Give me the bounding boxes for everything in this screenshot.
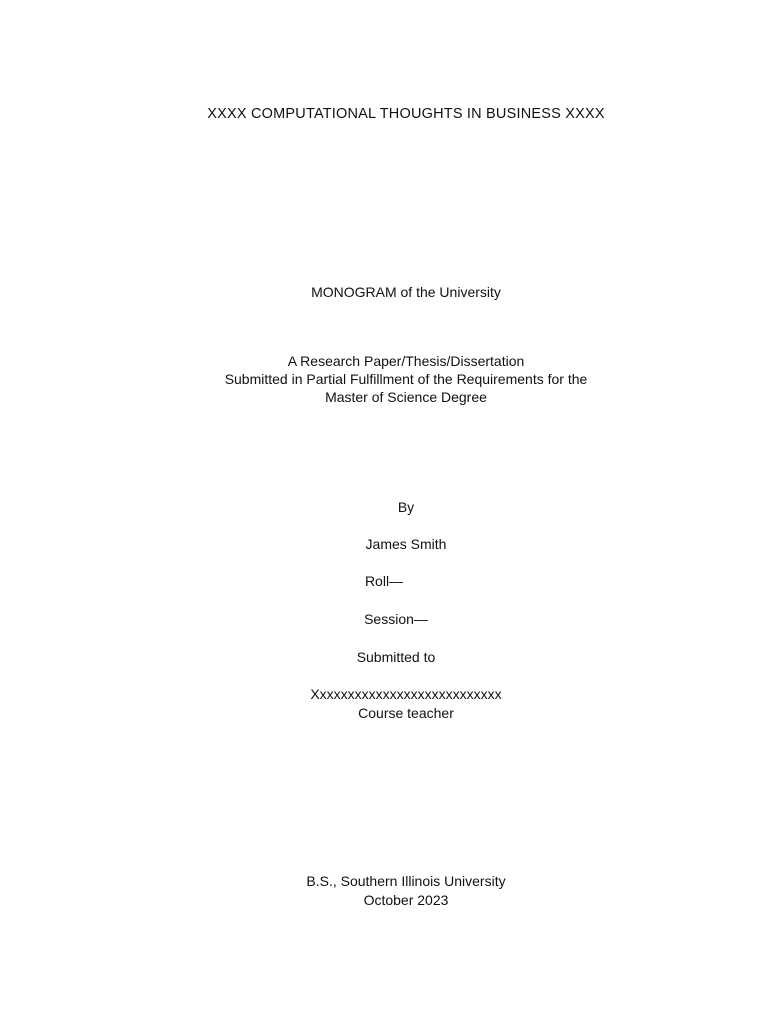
degree-line: B.S., Southern Illinois University — [306, 873, 506, 889]
document-title: XXXX COMPUTATIONAL THOUGHTS IN BUSINESS XXXX — [207, 106, 605, 122]
teacher-name: Xxxxxxxxxxxxxxxxxxxxxxxxxxx — [310, 686, 502, 702]
roll-label: Roll— — [364, 573, 404, 589]
monogram-text: MONOGRAM of the University — [311, 284, 501, 300]
author-name: James Smith — [365, 536, 447, 552]
by-label: By — [397, 499, 415, 515]
paper-type-line-1: A Research Paper/Thesis/Dissertation — [287, 353, 525, 369]
paper-type-line-3: Master of Science Degree — [325, 389, 487, 405]
teacher-role: Course teacher — [358, 705, 454, 721]
date-line: October 2023 — [363, 892, 449, 908]
paper-type-line-2: Submitted in Partial Fulfillment of the Requirements for the — [224, 371, 588, 387]
submitted-to-label: Submitted to — [356, 649, 436, 665]
session-label: Session— — [364, 611, 428, 627]
